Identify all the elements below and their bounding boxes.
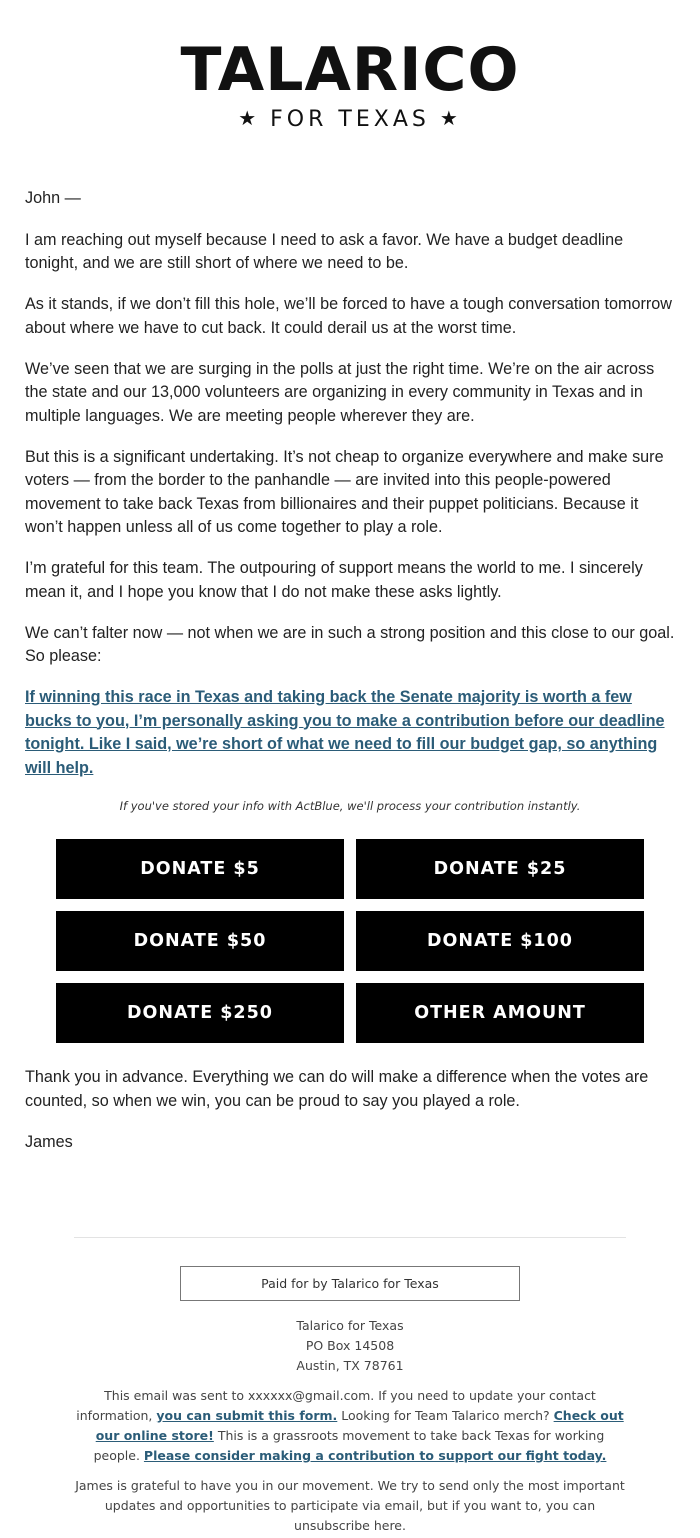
star-icon: ★ — [439, 106, 462, 130]
donate-50-button[interactable]: DONATE $50 — [56, 911, 344, 971]
closing-section — [25, 1066, 675, 1172]
address-line: PO Box 14508 — [305, 1338, 395, 1353]
email-body — [25, 187, 675, 780]
sent-to-text: This email was sent to xxxxxx@gmail.com. If you need to update your contact information, — [76, 1388, 596, 1423]
signature: James — [25, 1132, 73, 1151]
logo-tagline — [0, 104, 700, 134]
donate-250-button[interactable]: DONATE $250 — [56, 983, 344, 1043]
grassroots-text: This is a grassroots movement to take back Texas for working people. — [93, 1428, 605, 1463]
actblue-note: If you've stored your info with ActBlue, we'll process your contribution instantly. — [119, 799, 581, 813]
paid-for-box: Paid for by Talarico for Texas — [180, 1266, 520, 1301]
contribute-link[interactable]: Please consider making a contribution to support our fight today. — [143, 1448, 607, 1463]
unsubscribe-text[interactable]: James is grateful to have you in our movement. We try to send only the most important updates and opportunities to participate via email, but if you want to, you can unsubscribe here. — [75, 1478, 625, 1533]
donate-25-button[interactable]: DONATE $25 — [356, 839, 644, 899]
merch-text: Looking for Team Talarico merch? — [337, 1408, 554, 1423]
address-line: Talarico for Texas — [296, 1318, 404, 1333]
update-contact-link[interactable]: you can submit this form. — [156, 1408, 338, 1423]
star-icon: ★ — [238, 106, 261, 130]
online-store-link[interactable]: Check out our online store! — [95, 1408, 624, 1443]
other-amount-button[interactable]: OTHER AMOUNT — [356, 983, 644, 1043]
donate-100-button[interactable]: DONATE $100 — [356, 911, 644, 971]
footer-divider — [74, 1237, 626, 1238]
body-paragraph: I am reaching out myself because I need to ask a favor. We have a budget deadline tonight, and we are still short of where we need to be. — [25, 230, 624, 272]
address-line: Austin, TX 78761 — [296, 1358, 404, 1373]
body-paragraph: But this is a significant undertaking. It’s not cheap to organize everywhere and make sure voters — from the border to the panhandle — are invited into this people-powered movement to take back Texas from billionaires and their puppet politicians. Because it won’t happen unless all of us come together to play a role. — [25, 447, 664, 536]
body-paragraph: We’ve seen that we are surging in the polls at just the right time. We’re on the air across the state and our 13,000 volunteers are organizing in every community in Texas and in multiple languages. We are meeting people wherever they are. — [25, 359, 655, 425]
body-paragraph: As it stands, if we don’t fill this hole, we’ll be forced to have a tough conversation tomorrow about where we have to cut back. It could derail us at the worst time. — [25, 295, 672, 337]
mailing-address — [0, 1316, 700, 1376]
body-paragraph: We can’t falter now — not when we are in such a strong position and this close to our goal. So please: — [25, 623, 675, 665]
footer-info — [75, 1386, 625, 1466]
body-paragraph: I’m grateful for this team. The outpouring of support means the world to me. I sincerely mean it, and I hope you know that I do not make these asks lightly. — [25, 559, 643, 601]
greeting: John — — [25, 189, 81, 207]
logo-tagline-text: FOR TEXAS — [270, 107, 430, 132]
donation-cta-link[interactable]: If winning this race in Texas and taking back the Senate majority is worth a few bucks to you, I’m personally asking you to make a contribution before our deadline tonight. Like I said, we’re short of what we need to fill our budget gap, so anything will help. — [25, 688, 665, 777]
campaign-logo — [0, 0, 700, 172]
thanks-paragraph: Thank you in advance. Everything we can do will make a difference when the votes are counted, so when we win, you can be proud to say you played a role. — [25, 1068, 649, 1110]
logo-wordmark: TALARICO — [180, 35, 520, 105]
donate-5-button[interactable]: DONATE $5 — [56, 839, 344, 899]
